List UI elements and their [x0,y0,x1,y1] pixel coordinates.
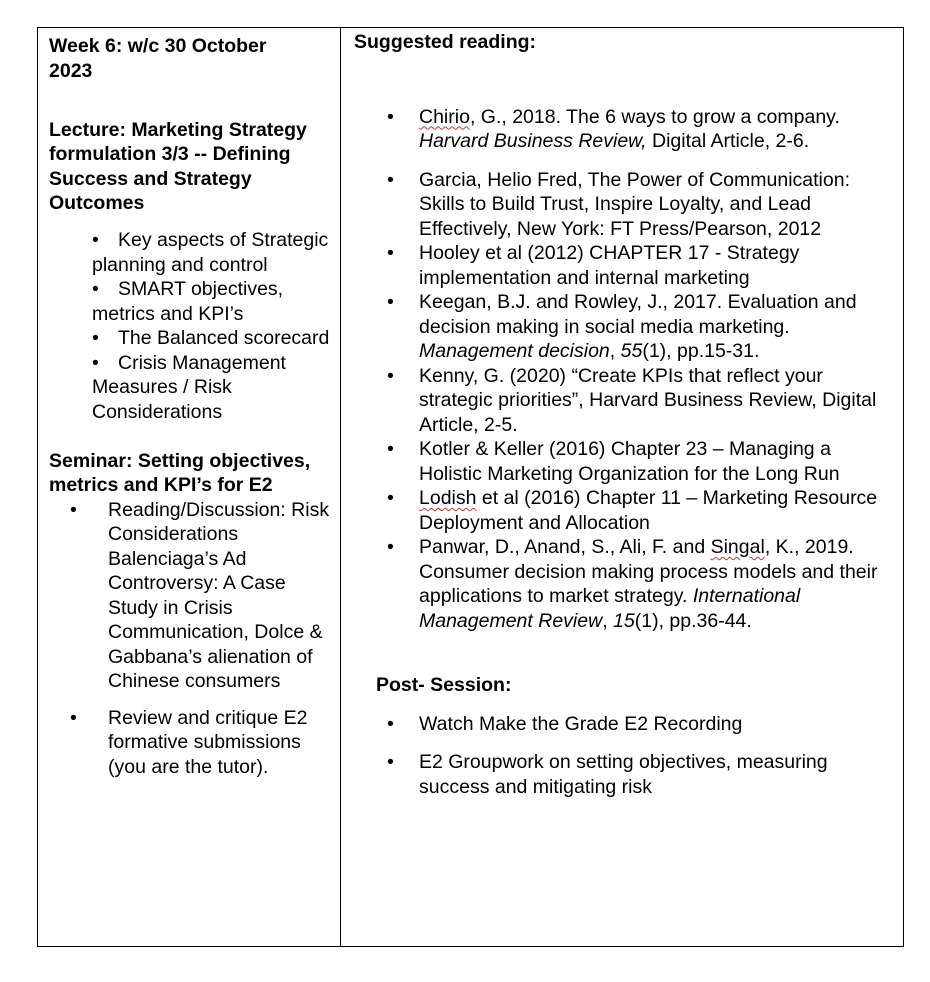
post-session-heading: Post- Session: [376,674,512,696]
list-item: • Hooley et al (2012) CHAPTER 17 - Strategy implementation and internal marketing [387,242,800,289]
schedule-table [37,27,904,947]
list-item: • Kenny, G. (2020) “Create KPIs that reflect your strategic priorities”, Harvard Business Review, Digital Article, 2-5. [387,364,877,436]
suggested-reading-heading: Suggested reading: [354,31,537,53]
post-session-list [354,712,899,800]
list-item: • Watch Make the Grade E2 Recording [387,712,743,735]
week-line-2: 2023 [49,59,93,82]
week-line-1: Week 6: w/c 30 October [49,35,267,57]
left-column [49,34,334,779]
list-item: • Reading/Discussion: Risk Considerations Balenciaga’s Ad Controversy: A Case Study in Crisis Communication, Dolce & Gabbana’s alienation of Chinese consumers [70,498,330,692]
lecture-title: Lecture: Marketing Strategy formulation 3/3 -- Defining Success and Strategy Outcomes [49,118,307,214]
reading-list [354,105,899,634]
list-item: • Garcia, Helio Fred, The Power of Communication: Skills to Build Trust, Inspire Loyalty, and Lead Effectively, New York: FT Press/Pearson, 2012 [387,168,850,240]
list-item: • Review and critique E2 formative submissions (you are the tutor). [70,706,308,778]
list-item: • Crisis Management Measures / Risk Considerations [92,351,286,423]
list-item: • Panwar, D., Anand, S., Ali, F. and Singal, K., 2019. Consumer decision making process models and their applications to market strategy. International Management Review, 15(1), pp.36-44. [387,536,878,632]
list-item: • Keegan, B.J. and Rowley, J., 2017. Evaluation and decision making in social media marketing. Management decision, 55(1), pp.15-31. [387,291,857,362]
list-item: • Key aspects of Strategic planning and control [92,229,329,276]
list-item: • Lodish et al (2016) Chapter 11 – Marketing Resource Deployment and Allocation [387,487,878,534]
week-title [49,34,334,83]
list-item: • SMART objectives, metrics and KPI’s [92,278,284,325]
list-item: • The Balanced scorecard [92,327,330,349]
list-item: • Chirio, G., 2018. The 6 ways to grow a company. Harvard Business Review, Digital Article, 2-6. [387,105,840,152]
seminar-title: Seminar: Setting objectives, metrics and KPI’s for E2 [49,449,311,496]
lecture-bullets [92,228,334,424]
column-divider [340,28,341,946]
list-item: • E2 Groupwork on setting objectives, measuring success and mitigating risk [387,751,828,798]
seminar-bullets [38,498,334,780]
list-item: • Kotler & Keller (2016) Chapter 23 – Managing a Holistic Marketing Organization for the Long Run [387,438,840,485]
right-column [354,30,899,799]
